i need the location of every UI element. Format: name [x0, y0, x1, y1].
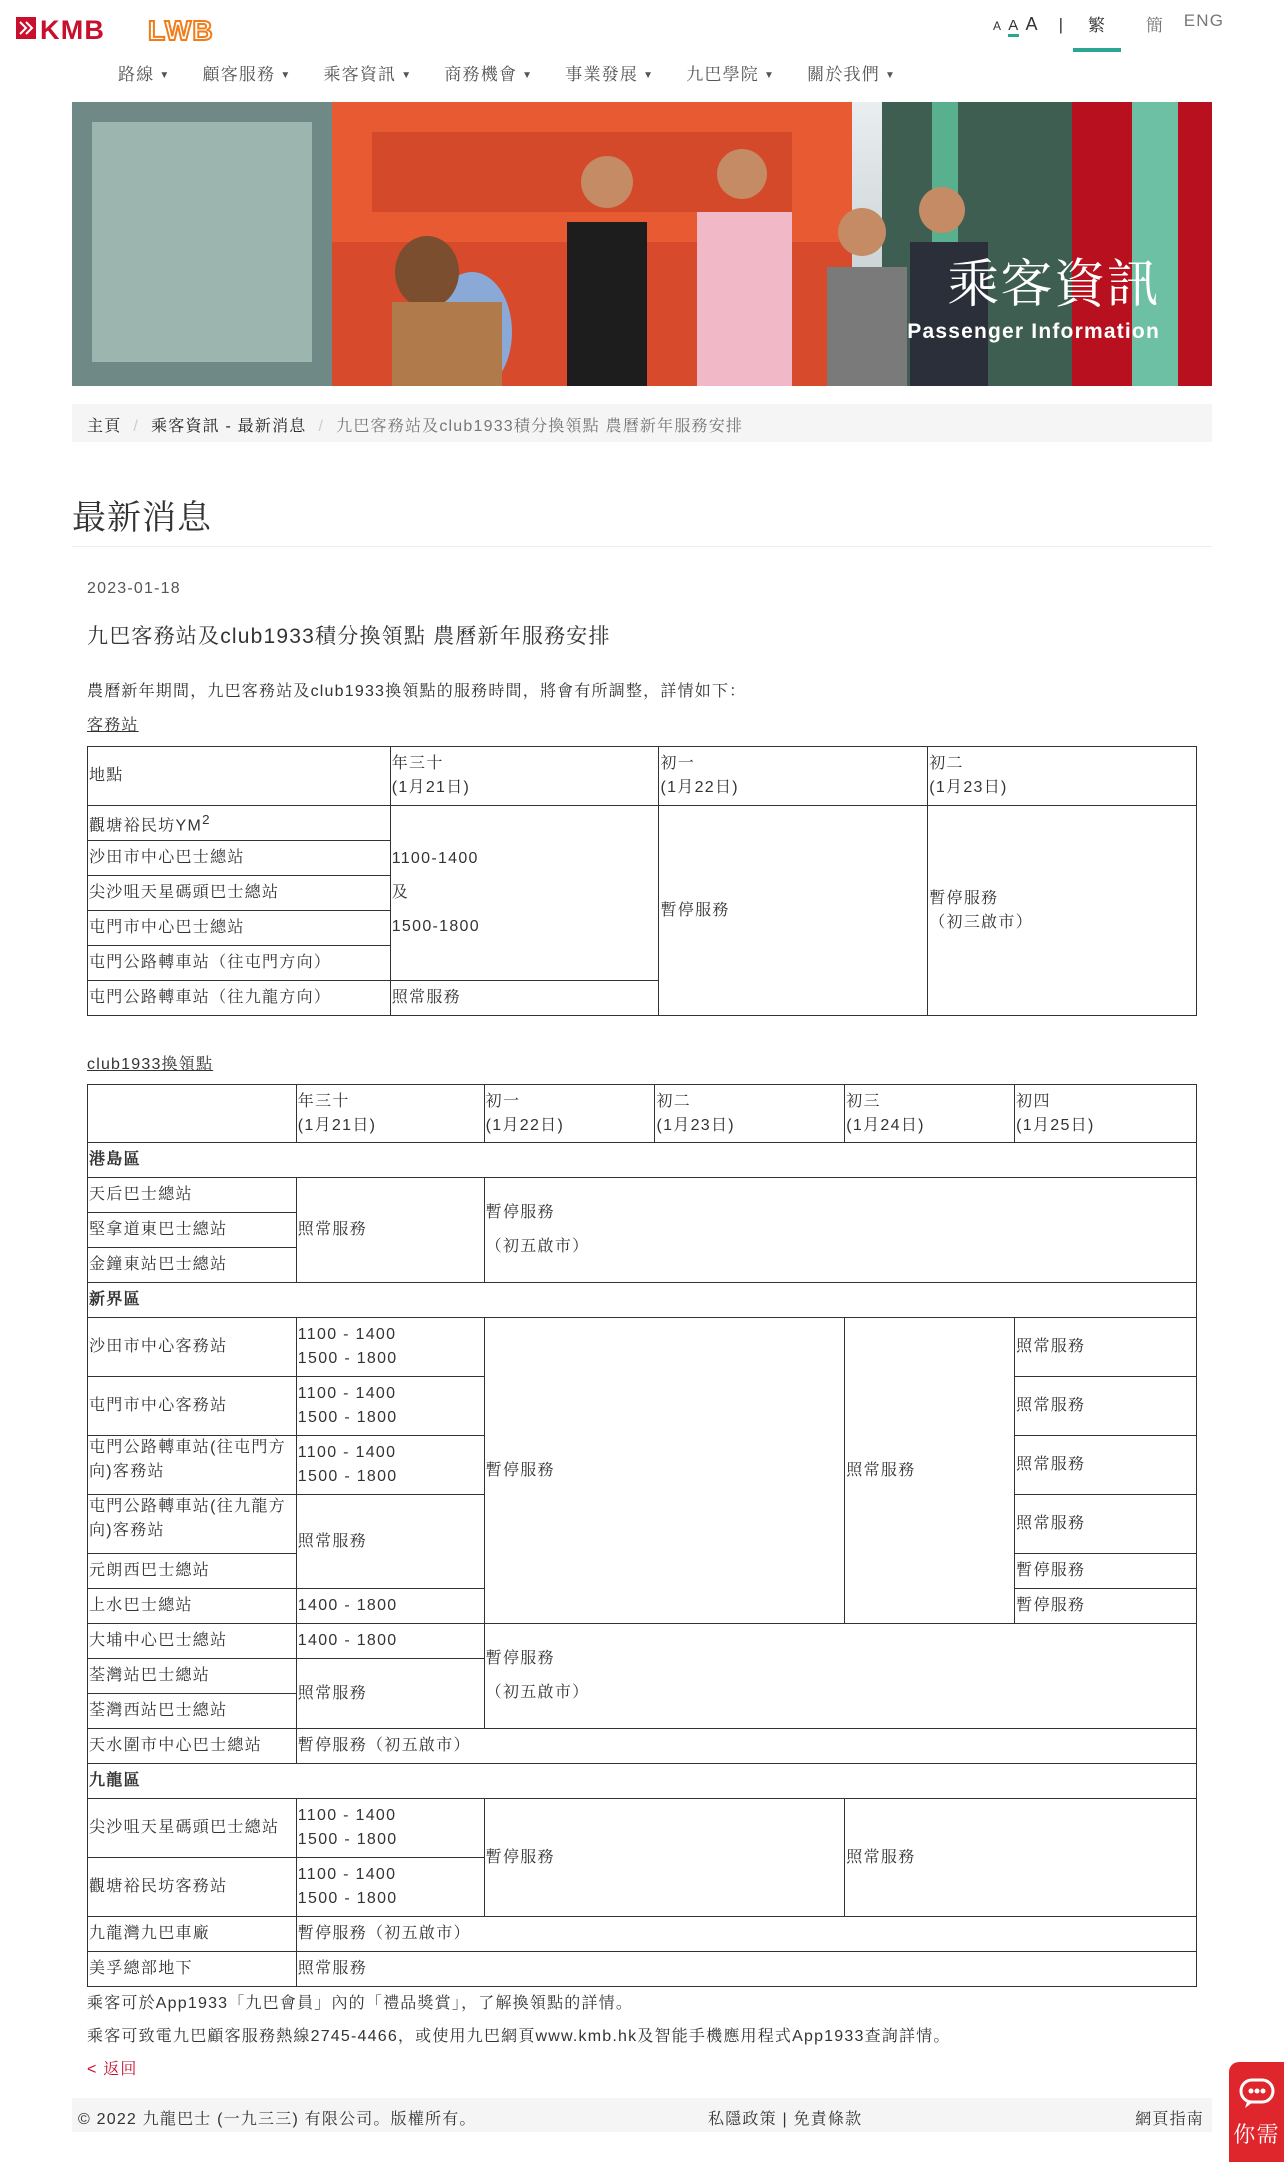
- lwb-logo[interactable]: [148, 14, 214, 44]
- table-row-location: 九龍灣九巴車廠: [88, 1917, 297, 1952]
- title-divider: [72, 546, 1212, 547]
- status-cell: 暫停服務（初五啟市）: [296, 1917, 1196, 1952]
- kmb-logo-text: KMB: [40, 15, 106, 44]
- nav-item-about[interactable]: [807, 60, 896, 85]
- table-row-location: 天水圍市中心巴士總站: [88, 1729, 297, 1764]
- status-cell: 照常服務: [1015, 1495, 1197, 1554]
- hours-line: 及: [391, 884, 410, 901]
- nav-label: 商務機會: [444, 65, 518, 84]
- hours-line: 1100-1400: [391, 850, 479, 867]
- status-cell: 照常服務: [390, 981, 659, 1016]
- note-app1933: 乘客可於App1933「九巴會員」內的「禮品獎賞」，了解換領點的詳情。: [87, 1995, 634, 2012]
- lang-traditional-chinese[interactable]: 繁: [1073, 8, 1121, 52]
- article-date: 2023-01-18: [87, 580, 181, 597]
- font-small-button[interactable]: A: [993, 19, 1003, 33]
- th-day: [928, 747, 1197, 806]
- table-row-location: 美孚總部地下: [88, 1952, 297, 1987]
- table-row-location: 沙田市中心巴士總站: [88, 841, 391, 876]
- status-cell: 照常服務: [296, 1659, 484, 1729]
- banner-illustration: [72, 102, 1212, 386]
- status-text: 暫停服務: [485, 1204, 555, 1221]
- nav-label: 關於我們: [807, 65, 880, 84]
- resume-note: （初三啟市）: [929, 913, 1034, 931]
- resume-note: （初五啟市）: [485, 1684, 590, 1701]
- chatbot-button[interactable]: [1229, 2062, 1284, 2162]
- th-day-label: 年三十: [391, 755, 444, 772]
- hours-line: 1500 - 1800: [297, 1409, 398, 1426]
- nav-item-careers[interactable]: [565, 60, 654, 85]
- nav-item-business[interactable]: [444, 60, 533, 85]
- hours-cell: [296, 1799, 484, 1858]
- status-cell: 照常服務: [1015, 1318, 1197, 1377]
- th-day-date: (1月21日): [297, 1116, 377, 1134]
- site-guide-link[interactable]: 網頁指南: [1135, 2111, 1204, 2128]
- table-row-location: 屯門公路轉車站(往九龍方向)客務站: [88, 1495, 297, 1554]
- footer: [72, 2098, 1212, 2132]
- table-row-location: 屯門公路轉車站（往九龍方向）: [88, 981, 391, 1016]
- footnote-marker: 2: [202, 811, 211, 827]
- th-day: [845, 1085, 1015, 1143]
- nav-label: 事業發展: [565, 65, 639, 84]
- th-day: [484, 1085, 655, 1143]
- article-intro: 農曆新年期間，九巴客務站及club1933換領點的服務時間，將會有所調整，詳情如下：: [87, 683, 747, 700]
- section-club1933-points: club1933換領點: [87, 1056, 214, 1073]
- status-text: 暫停服務: [929, 889, 999, 907]
- privacy-link[interactable]: 私隱政策: [708, 2111, 777, 2128]
- th-day-date: (1月24日): [846, 1116, 925, 1134]
- article-title: 九巴客務站及club1933積分換領點 農曆新年服務安排: [87, 625, 611, 648]
- th-day-date: (1月21日): [391, 779, 471, 796]
- hours-line: 1100 - 1400: [297, 1444, 397, 1461]
- hours-line: 1100 - 1400: [297, 1807, 397, 1824]
- table-row-location: 荃灣站巴士總站: [88, 1659, 297, 1694]
- hours-cell: [296, 1318, 484, 1377]
- breadcrumb: [72, 404, 1212, 442]
- caret-down-icon: ▼: [764, 70, 776, 82]
- main-nav: [118, 60, 928, 85]
- table-row-location: 屯門公路轉車站(往屯門方向)客務站: [88, 1436, 297, 1495]
- th-day: [659, 747, 928, 806]
- nav-item-routes[interactable]: [118, 60, 171, 85]
- hours-cell: 1400 - 1800: [296, 1589, 484, 1624]
- font-medium-button[interactable]: A: [1008, 17, 1019, 37]
- hours-cell: 1400 - 1800: [296, 1624, 484, 1659]
- back-link[interactable]: < 返回: [87, 2061, 138, 2078]
- copyright-text: © 2022 九龍巴士 (一九三三) 有限公司。版權所有。: [78, 2111, 477, 2128]
- status-cell: 暫停服務: [659, 806, 928, 1016]
- table-row-location: 屯門市中心巴士總站: [88, 911, 391, 946]
- breadcrumb-current: 九巴客務站及club1933積分換領點 農曆新年服務安排: [336, 418, 744, 435]
- banner-title: 乘客資訊: [947, 255, 1160, 315]
- table-row-location: 荃灣西站巴士總站: [88, 1694, 297, 1729]
- banner-subtitle: Passenger Information: [907, 320, 1160, 343]
- footer-separator: |: [782, 2111, 788, 2128]
- th-day-date: (1月25日): [1016, 1116, 1095, 1134]
- status-cell: [928, 806, 1197, 1016]
- nav-label: 乘客資訊: [323, 65, 397, 84]
- status-cell: [484, 1624, 1196, 1729]
- caret-down-icon: ▼: [401, 70, 413, 82]
- th-day-date: (1月22日): [660, 779, 739, 796]
- th-day-label: 初三: [846, 1092, 881, 1110]
- th-day-label: 初二: [656, 1092, 692, 1110]
- th-day-date: (1月23日): [656, 1116, 735, 1134]
- table-row-location: 尖沙咀天星碼頭巴士總站: [88, 1799, 297, 1858]
- status-cell: 照常服務: [296, 1178, 484, 1283]
- table-row-location: 堅拿道東巴士總站: [88, 1213, 297, 1248]
- nav-label: 顧客服務: [202, 65, 276, 84]
- font-size-controls: [993, 14, 1064, 37]
- nav-item-passenger-info[interactable]: [323, 60, 412, 85]
- hours-line: 1100 - 1400: [297, 1866, 397, 1883]
- nav-label: 九巴學院: [686, 65, 760, 84]
- caret-down-icon: ▼: [643, 70, 655, 82]
- chatbot-icon: [1237, 2076, 1277, 2110]
- th-day: [1015, 1085, 1197, 1143]
- table-row-location: 屯門公路轉車站（往屯門方向）: [88, 946, 391, 981]
- status-cell: 暫停服務（初五啟市）: [296, 1729, 1196, 1764]
- status-cell: 照常服務: [845, 1799, 1197, 1917]
- lang-simplified-chinese[interactable]: 簡: [1145, 16, 1165, 35]
- note-hotline: 乘客可致電九巴顧客服務熱線2745-4466，或使用九巴網頁www.kmb.hk及智能手機應用程式App1933查詢詳情。: [87, 2028, 951, 2045]
- table-row-location: 元朗西巴士總站: [88, 1554, 297, 1589]
- caret-down-icon: ▼: [522, 70, 534, 82]
- hours-cell: [296, 1858, 484, 1917]
- hours-line: 1500 - 1800: [297, 1890, 398, 1907]
- breadcrumb-section[interactable]: 乘客資訊 - 最新消息: [151, 418, 307, 435]
- caret-down-icon: ▼: [884, 70, 897, 82]
- kmb-logo[interactable]: [14, 14, 118, 44]
- status-cell: 照常服務: [1015, 1436, 1197, 1495]
- status-text: 暫停服務: [485, 1650, 555, 1667]
- resume-note: （初五啟市）: [485, 1238, 590, 1255]
- hours-line: 1100 - 1400: [297, 1385, 397, 1402]
- status-cell: 照常服務: [845, 1318, 1015, 1624]
- hours-line: 1500-1800: [391, 918, 480, 935]
- th-day: [655, 1085, 845, 1143]
- page-title: 最新消息: [72, 499, 212, 537]
- hours-line: 1500 - 1800: [297, 1831, 398, 1848]
- th-day-date: (1月22日): [485, 1116, 565, 1134]
- table-row-location: 天后巴士總站: [88, 1178, 297, 1213]
- th-day: [296, 1085, 484, 1143]
- club1933-table: [87, 1084, 1197, 1987]
- th-day-label: 初四: [1016, 1092, 1051, 1110]
- hours-line: 1100 - 1400: [297, 1326, 397, 1343]
- status-cell: 照常服務: [1015, 1377, 1197, 1436]
- table-row-location: 大埔中心巴士總站: [88, 1624, 297, 1659]
- status-cell: 暫停服務: [484, 1318, 845, 1624]
- section-customer-service-centres: 客務站: [87, 717, 139, 734]
- status-cell: 暫停服務: [484, 1799, 845, 1917]
- th-day-label: 初一: [660, 755, 696, 772]
- font-separator: |: [1058, 15, 1065, 34]
- terms-link[interactable]: 免責條款: [793, 2111, 863, 2128]
- region-header: 新界區: [88, 1283, 1197, 1318]
- region-header: 港島區: [88, 1143, 1197, 1178]
- caret-down-icon: ▼: [159, 70, 171, 82]
- hero-banner: [72, 102, 1212, 386]
- table-row-location: 觀塘裕民坊客務站: [88, 1858, 297, 1917]
- status-cell: 照常服務: [296, 1952, 1196, 1987]
- table-row-location: 沙田市中心客務站: [88, 1318, 297, 1377]
- th-empty: [88, 1085, 297, 1143]
- breadcrumb-divider: /: [133, 418, 140, 435]
- th-day-label: 初二: [929, 755, 964, 772]
- nav-item-academy[interactable]: [686, 60, 775, 85]
- region-header: 九龍區: [88, 1764, 1197, 1799]
- hours-cell: [296, 1377, 484, 1436]
- status-cell: [484, 1178, 1196, 1283]
- th-day-label: 年三十: [297, 1092, 350, 1110]
- table-row-location: 屯門市中心客務站: [88, 1377, 297, 1436]
- hours-cell: [390, 806, 659, 981]
- table-row-location: 上水巴士總站: [88, 1589, 297, 1624]
- th-day-date: (1月23日): [929, 779, 1008, 796]
- th-day-label: 初一: [485, 1092, 521, 1110]
- hours-cell: [296, 1436, 484, 1495]
- table-row-location: [88, 806, 391, 841]
- font-large-button[interactable]: A: [1025, 14, 1039, 34]
- th-location: 地點: [88, 747, 391, 806]
- table-row-location: 金鐘東站巴士總站: [88, 1248, 297, 1283]
- hours-line: 1500 - 1800: [297, 1468, 398, 1485]
- lwb-logo-text: LWB: [148, 15, 214, 44]
- status-cell: 照常服務: [296, 1495, 484, 1589]
- nav-label: 路線: [118, 65, 155, 84]
- footer-links: [708, 2106, 862, 2129]
- breadcrumb-home[interactable]: 主頁: [87, 418, 122, 435]
- caret-down-icon: ▼: [280, 70, 292, 82]
- breadcrumb-divider: /: [318, 418, 325, 435]
- lang-english[interactable]: ENG: [1183, 11, 1225, 30]
- hours-line: 1500 - 1800: [297, 1350, 398, 1367]
- status-cell: 暫停服務: [1015, 1554, 1197, 1589]
- status-cell: 暫停服務: [1015, 1589, 1197, 1624]
- chatbot-label: 你需: [1233, 2122, 1280, 2147]
- nav-item-customer-service[interactable]: [203, 60, 292, 85]
- top-header: [0, 0, 1284, 100]
- location-name: 觀塘裕民坊YM: [89, 817, 203, 835]
- customer-centre-table: [87, 746, 1197, 1016]
- th-day: [390, 747, 659, 806]
- table-row-location: 尖沙咀天星碼頭巴士總站: [88, 876, 391, 911]
